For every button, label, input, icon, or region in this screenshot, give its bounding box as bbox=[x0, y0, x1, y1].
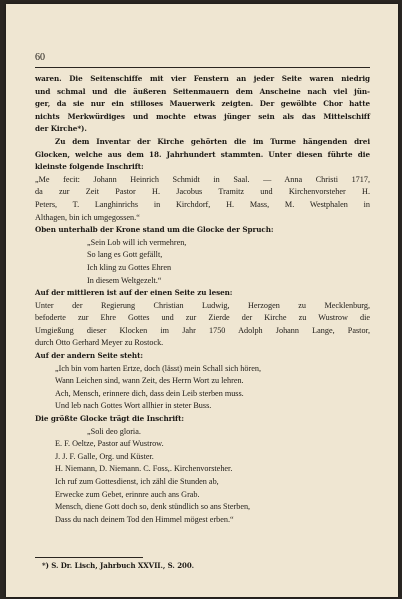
verse-line: Mensch, diene Gott doch so, denk stündlich so ans Sterben, bbox=[55, 502, 251, 512]
heading-crown-saying: Oben unterhalb der Krone stand um die Glocke der Spruch: bbox=[35, 225, 274, 235]
verse-line: „Ich bin vom harten Ertze, doch (lässt) mein Schall sich hören, bbox=[55, 363, 261, 373]
text-line: der Kirche*). bbox=[35, 124, 87, 134]
paragraph-nave-description bbox=[35, 73, 370, 136]
header-rule bbox=[35, 67, 370, 68]
text-line: Glocken, welche aus dem 18. Jahrhundert stammten. Unter diesen führte die bbox=[35, 149, 370, 159]
text-line: befoderte zur Ehre Gottes und zur Zierde der Kirche zu Wustrow die bbox=[35, 313, 370, 323]
verse-line: In diesem Weltgezelt.“ bbox=[87, 275, 162, 285]
text-line: „Me fecit: Johann Heinrich Schmidt in Saal. — Anna Christi 1717, bbox=[35, 174, 370, 184]
heading-middle-bell: Auf der mittleren ist auf der einen Seite zu lesen: bbox=[35, 288, 233, 298]
text-line: Althagen, bin ich umgegossen.“ bbox=[35, 212, 140, 222]
inscription-middle-bell bbox=[35, 300, 370, 350]
text-line: Zu dem Inventar der Kirche gehörten die im Turme hängenden drei bbox=[55, 136, 370, 146]
verse-line: Erwecke zum Gebet, erinnre auch ans Grab. bbox=[55, 489, 200, 499]
paragraph-bells-inventory bbox=[35, 136, 370, 174]
verse-crown bbox=[35, 237, 370, 287]
text-line: Umgießung dieser Klocken im Jahr 1750 Adolph Johann Lange, Pastor, bbox=[35, 325, 370, 335]
text-line: ger, da sie nur ein stilloses Mauerwerk zeigten. Der gewölbte Chor hatte bbox=[35, 99, 370, 109]
verse-line: Dass du nach deinem Tod den Himmel mögest erben.“ bbox=[55, 514, 234, 524]
page-body bbox=[35, 73, 370, 526]
text-line: durch Otto Gerhard Meyer zu Rostock. bbox=[35, 338, 164, 348]
motto-line: „Soli deo gloria. bbox=[87, 426, 141, 436]
text-line: und schmal und die äußeren Seitenmauern dem Anscheine nach viel jün- bbox=[35, 86, 370, 96]
text-line: waren. Die Seitenschiffe mit vier Fenstern an jeder Seite waren niedrig bbox=[35, 74, 370, 83]
text-line: kleinste folgende Inschrift: bbox=[35, 162, 144, 172]
verse-line: Ich kling zu Gottes Ehren bbox=[87, 262, 172, 272]
verse-line: Ich ruf zum Gottesdienst, ich zähl die Stunden ab, bbox=[55, 477, 219, 486]
verse-line: „Sein Lob will ich vermehren, bbox=[87, 237, 187, 247]
verse-line: Ach, Mensch, erinnere dich, dass dein Leib sterben muss. bbox=[55, 388, 244, 398]
heading-largest-bell: Die größte Glocke trägt die Inschrift: bbox=[35, 414, 184, 424]
verse-other-side bbox=[35, 363, 370, 413]
footnote: *) S. Dr. Lisch, Jahrbuch XXVII., S. 200. bbox=[42, 561, 195, 570]
verse-line: Wann Leichen sind, wann Zeit, des Herrn Wort zu lehren. bbox=[55, 376, 244, 386]
inscription-largest-bell bbox=[35, 426, 370, 527]
page-number: 60 bbox=[35, 52, 45, 63]
name-line: E. F. Oeltze, Pastor auf Wustrow. bbox=[55, 439, 164, 449]
verse-line: So lang es Gott gefällt, bbox=[87, 250, 163, 260]
heading-other-side: Auf der andern Seite steht: bbox=[35, 351, 143, 361]
text-line: da zur Zeit Pastor H. Jacobus Tramitz und Kirchenvorsteher H. bbox=[35, 187, 370, 197]
name-line: H. Niemann, D. Niemann. C. Foss,. Kirchenvorsteher. bbox=[55, 464, 233, 474]
footnote-rule bbox=[35, 557, 143, 558]
name-line: J. J. F. Galle, Org. und Küster. bbox=[55, 451, 154, 461]
text-line: Peters, T. Langhinrichs in Kirchdorf, H. Mass, M. Westphalen in bbox=[35, 199, 370, 209]
inscription-small-bell bbox=[35, 174, 370, 224]
text-line: nichts Merkwürdiges und mochte etwas jünger sein als das Mittelschiff bbox=[35, 111, 370, 121]
book-page bbox=[6, 4, 398, 597]
text-line: Unter der Regierung Christian Ludwig, Herzogen zu Mecklenburg, bbox=[35, 300, 370, 310]
verse-line: Und leb nach Gottes Wort allhier in steter Buss. bbox=[55, 401, 212, 411]
